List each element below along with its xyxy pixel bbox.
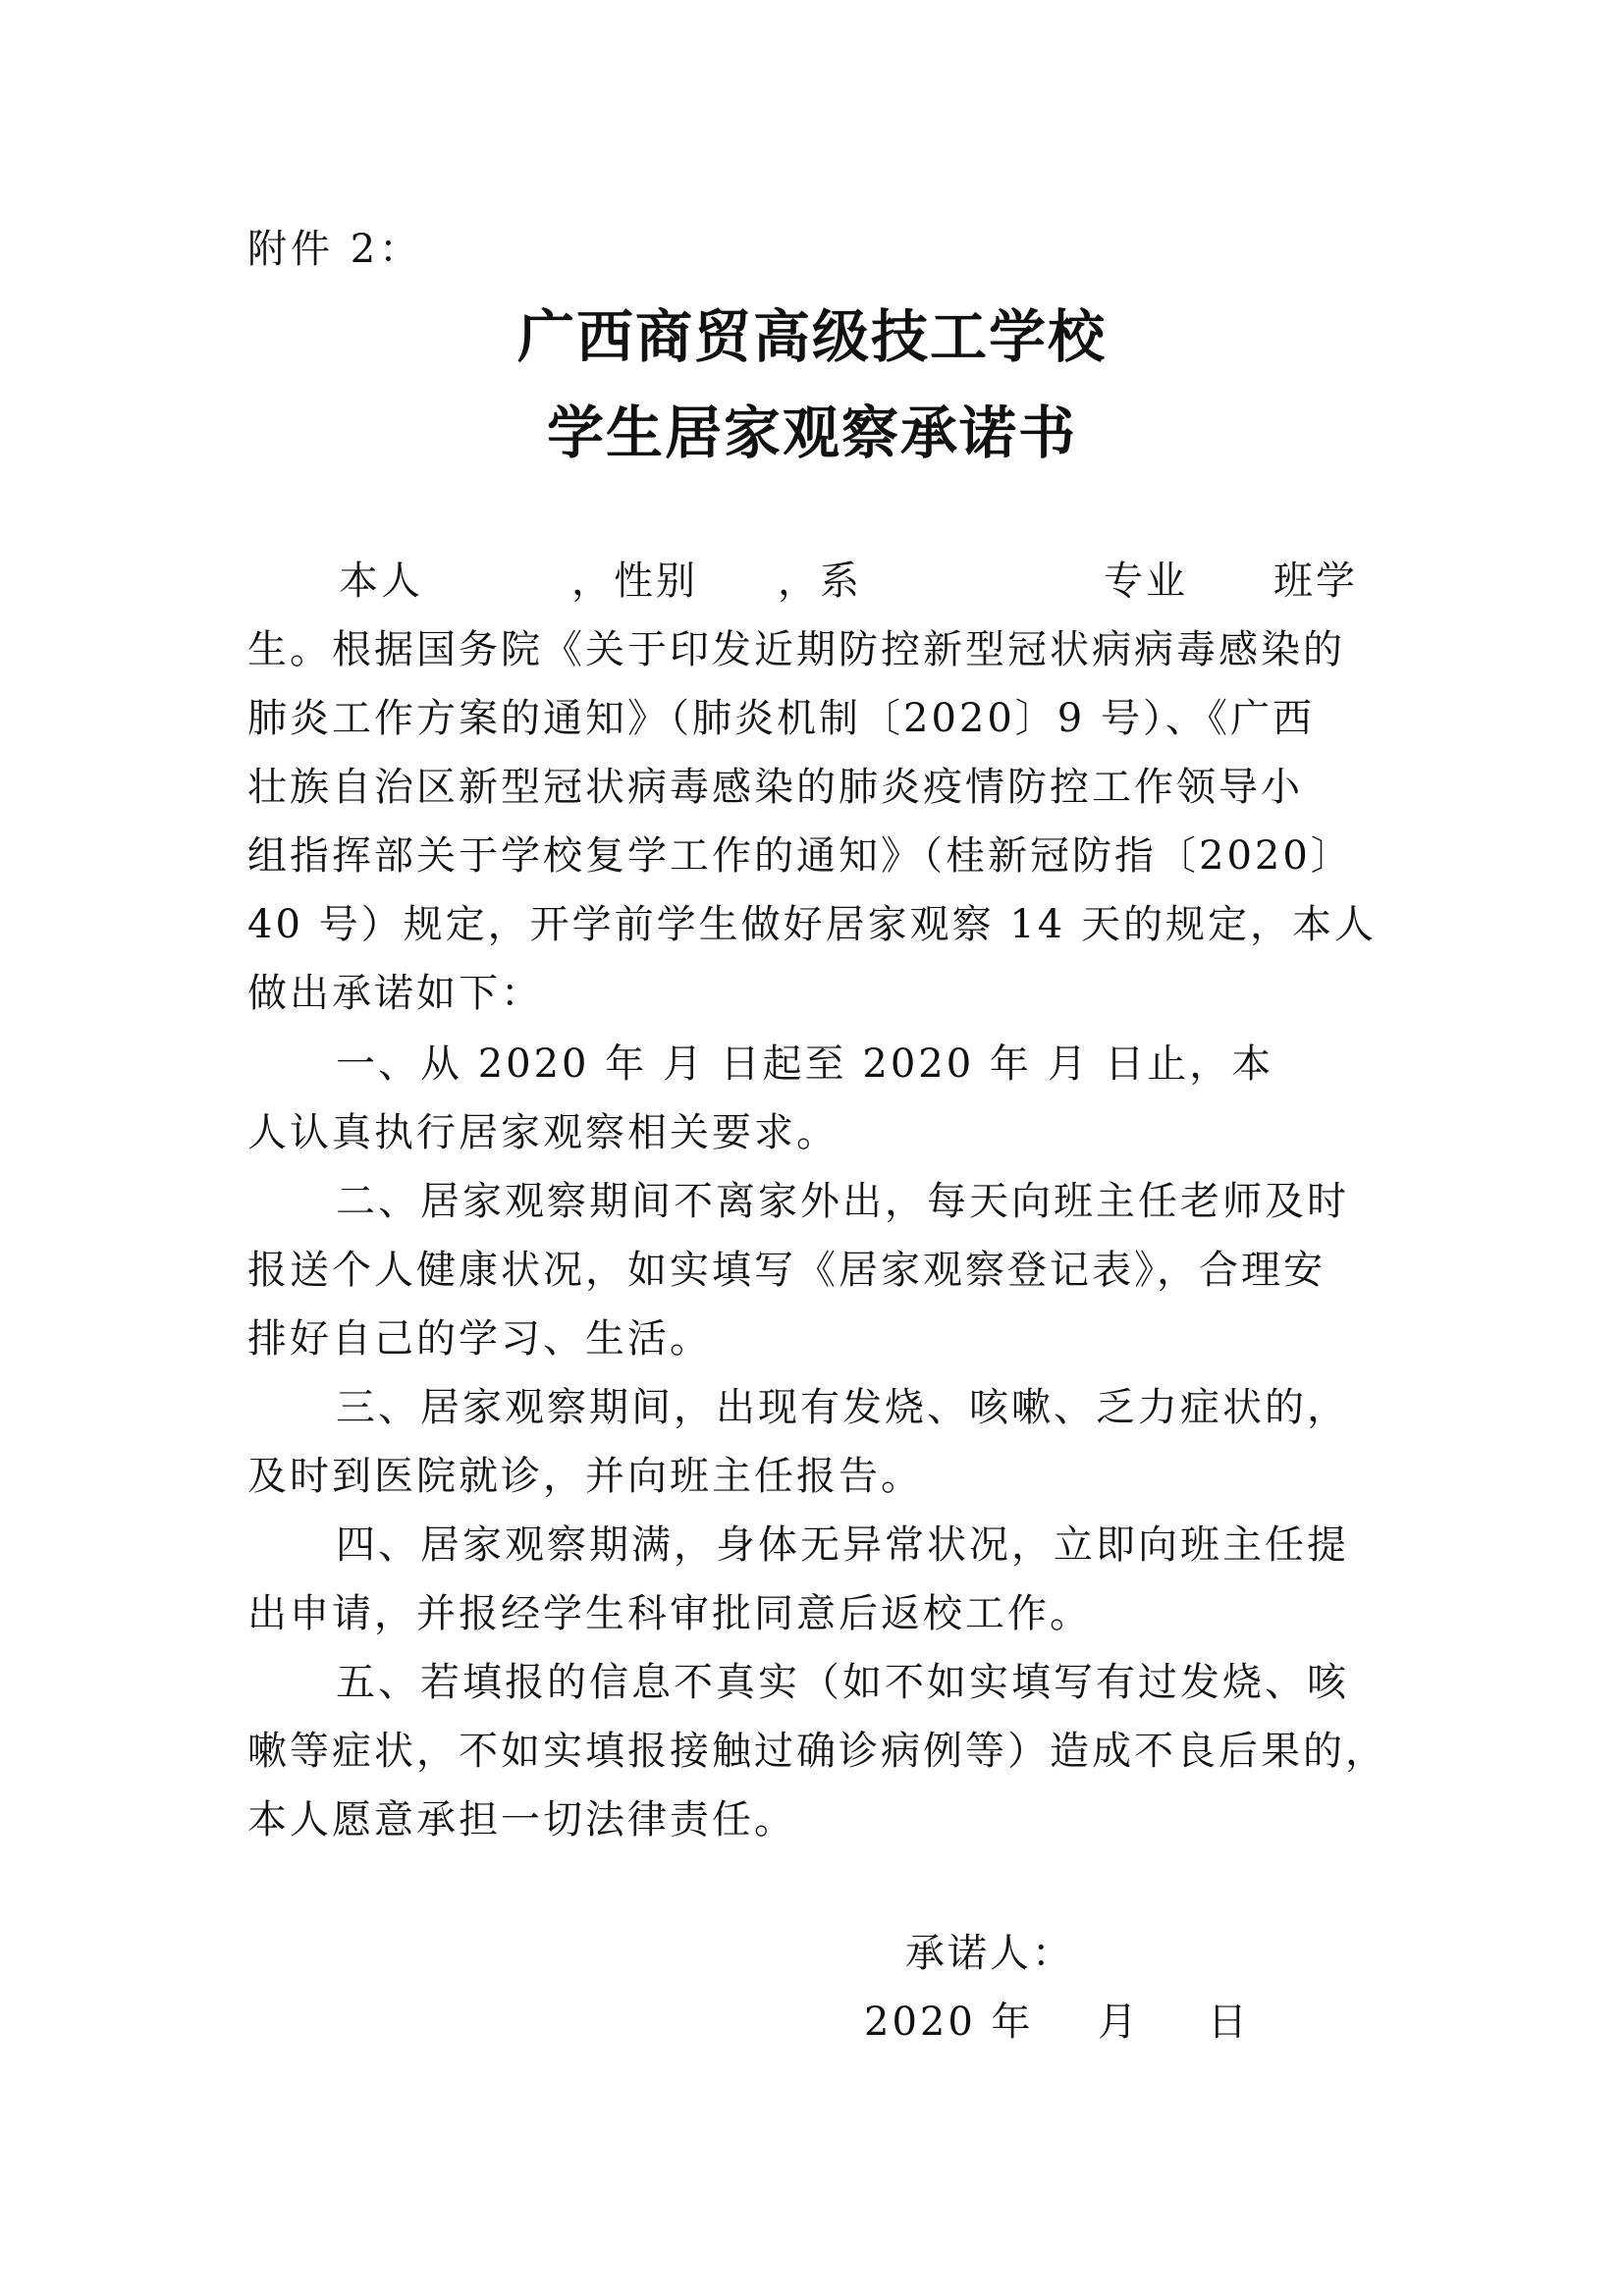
- intro-line: 做出承诺如下：: [247, 971, 543, 1016]
- intro-text-self: 本人: [339, 559, 423, 604]
- signature-date-day: 日: [1208, 2000, 1250, 2045]
- intro-row-1: [247, 556, 1386, 607]
- intro-text-dept: ，系: [778, 559, 862, 604]
- intro-line: 组指挥部关于学校复学工作的通知》（桂新冠防指〔2020〕: [247, 833, 1353, 879]
- intro-text-class: 班学: [1273, 559, 1358, 604]
- pledge-item-5-line: 嗽等症状，不如实填报接触过确诊病例等）造成不良后果的，: [247, 1729, 1387, 1774]
- intro-text-major: 专业: [1104, 559, 1188, 604]
- pledge-item-2-line: 排好自己的学习、生活。: [247, 1316, 712, 1362]
- document-title-school: 广西商贸高级技工学校: [516, 303, 1107, 370]
- intro-line: 生。根据国务院《关于印发近期防控新型冠状病病毒感染的: [247, 627, 1345, 672]
- pledge-item-2-line: 报送个人健康状况，如实填写《居家观察登记表》，合理安: [247, 1248, 1326, 1293]
- attachment-label: 附件 2：: [247, 227, 423, 272]
- pledge-item-3-line: 及时到医院就诊，并向班主任报告。: [247, 1454, 923, 1499]
- pledge-item-4-line: 四、居家观察期满，身体无异常状况，立即向班主任提: [336, 1522, 1349, 1568]
- pledge-item-1-line: 人认真执行居家观察相关要求。: [247, 1110, 839, 1155]
- pledge-item-1-line: 一、从 2020 年 月 日起至 2020 年 月 日止，本: [336, 1041, 1274, 1087]
- intro-line: 40 号）规定，开学前学生做好居家观察 14 天的规定，本人: [247, 902, 1377, 947]
- pledge-item-5-line: 本人愿意承担一切法律责任。: [247, 1797, 796, 1842]
- intro-line: 壮族自治区新型冠状病毒感染的肺炎疫情防控工作领导小: [247, 765, 1303, 810]
- signature-label: 承诺人：: [905, 1931, 1074, 1976]
- signature-date-month: 月: [1098, 2000, 1140, 2045]
- signature-date-year: 2020 年: [864, 2000, 1034, 2045]
- pledge-item-2-line: 二、居家观察期间不离家外出，每天向班主任老师及时: [336, 1179, 1349, 1224]
- document-title-pledge: 学生居家观察承诺书: [546, 400, 1077, 466]
- intro-text-gender: ，性别: [571, 559, 698, 604]
- intro-line: 肺炎工作方案的通知》（肺炎机制〔2020〕9 号）、《广西: [247, 696, 1315, 741]
- pledge-item-4-line: 出申请，并报经学生科审批同意后返校工作。: [247, 1591, 1092, 1636]
- pledge-item-5-line: 五、若填报的信息不真实（如不如实填写有过发烧、咳: [336, 1660, 1349, 1705]
- pledge-item-3-line: 三、居家观察期间，出现有发烧、咳嗽、乏力症状的，: [336, 1385, 1349, 1430]
